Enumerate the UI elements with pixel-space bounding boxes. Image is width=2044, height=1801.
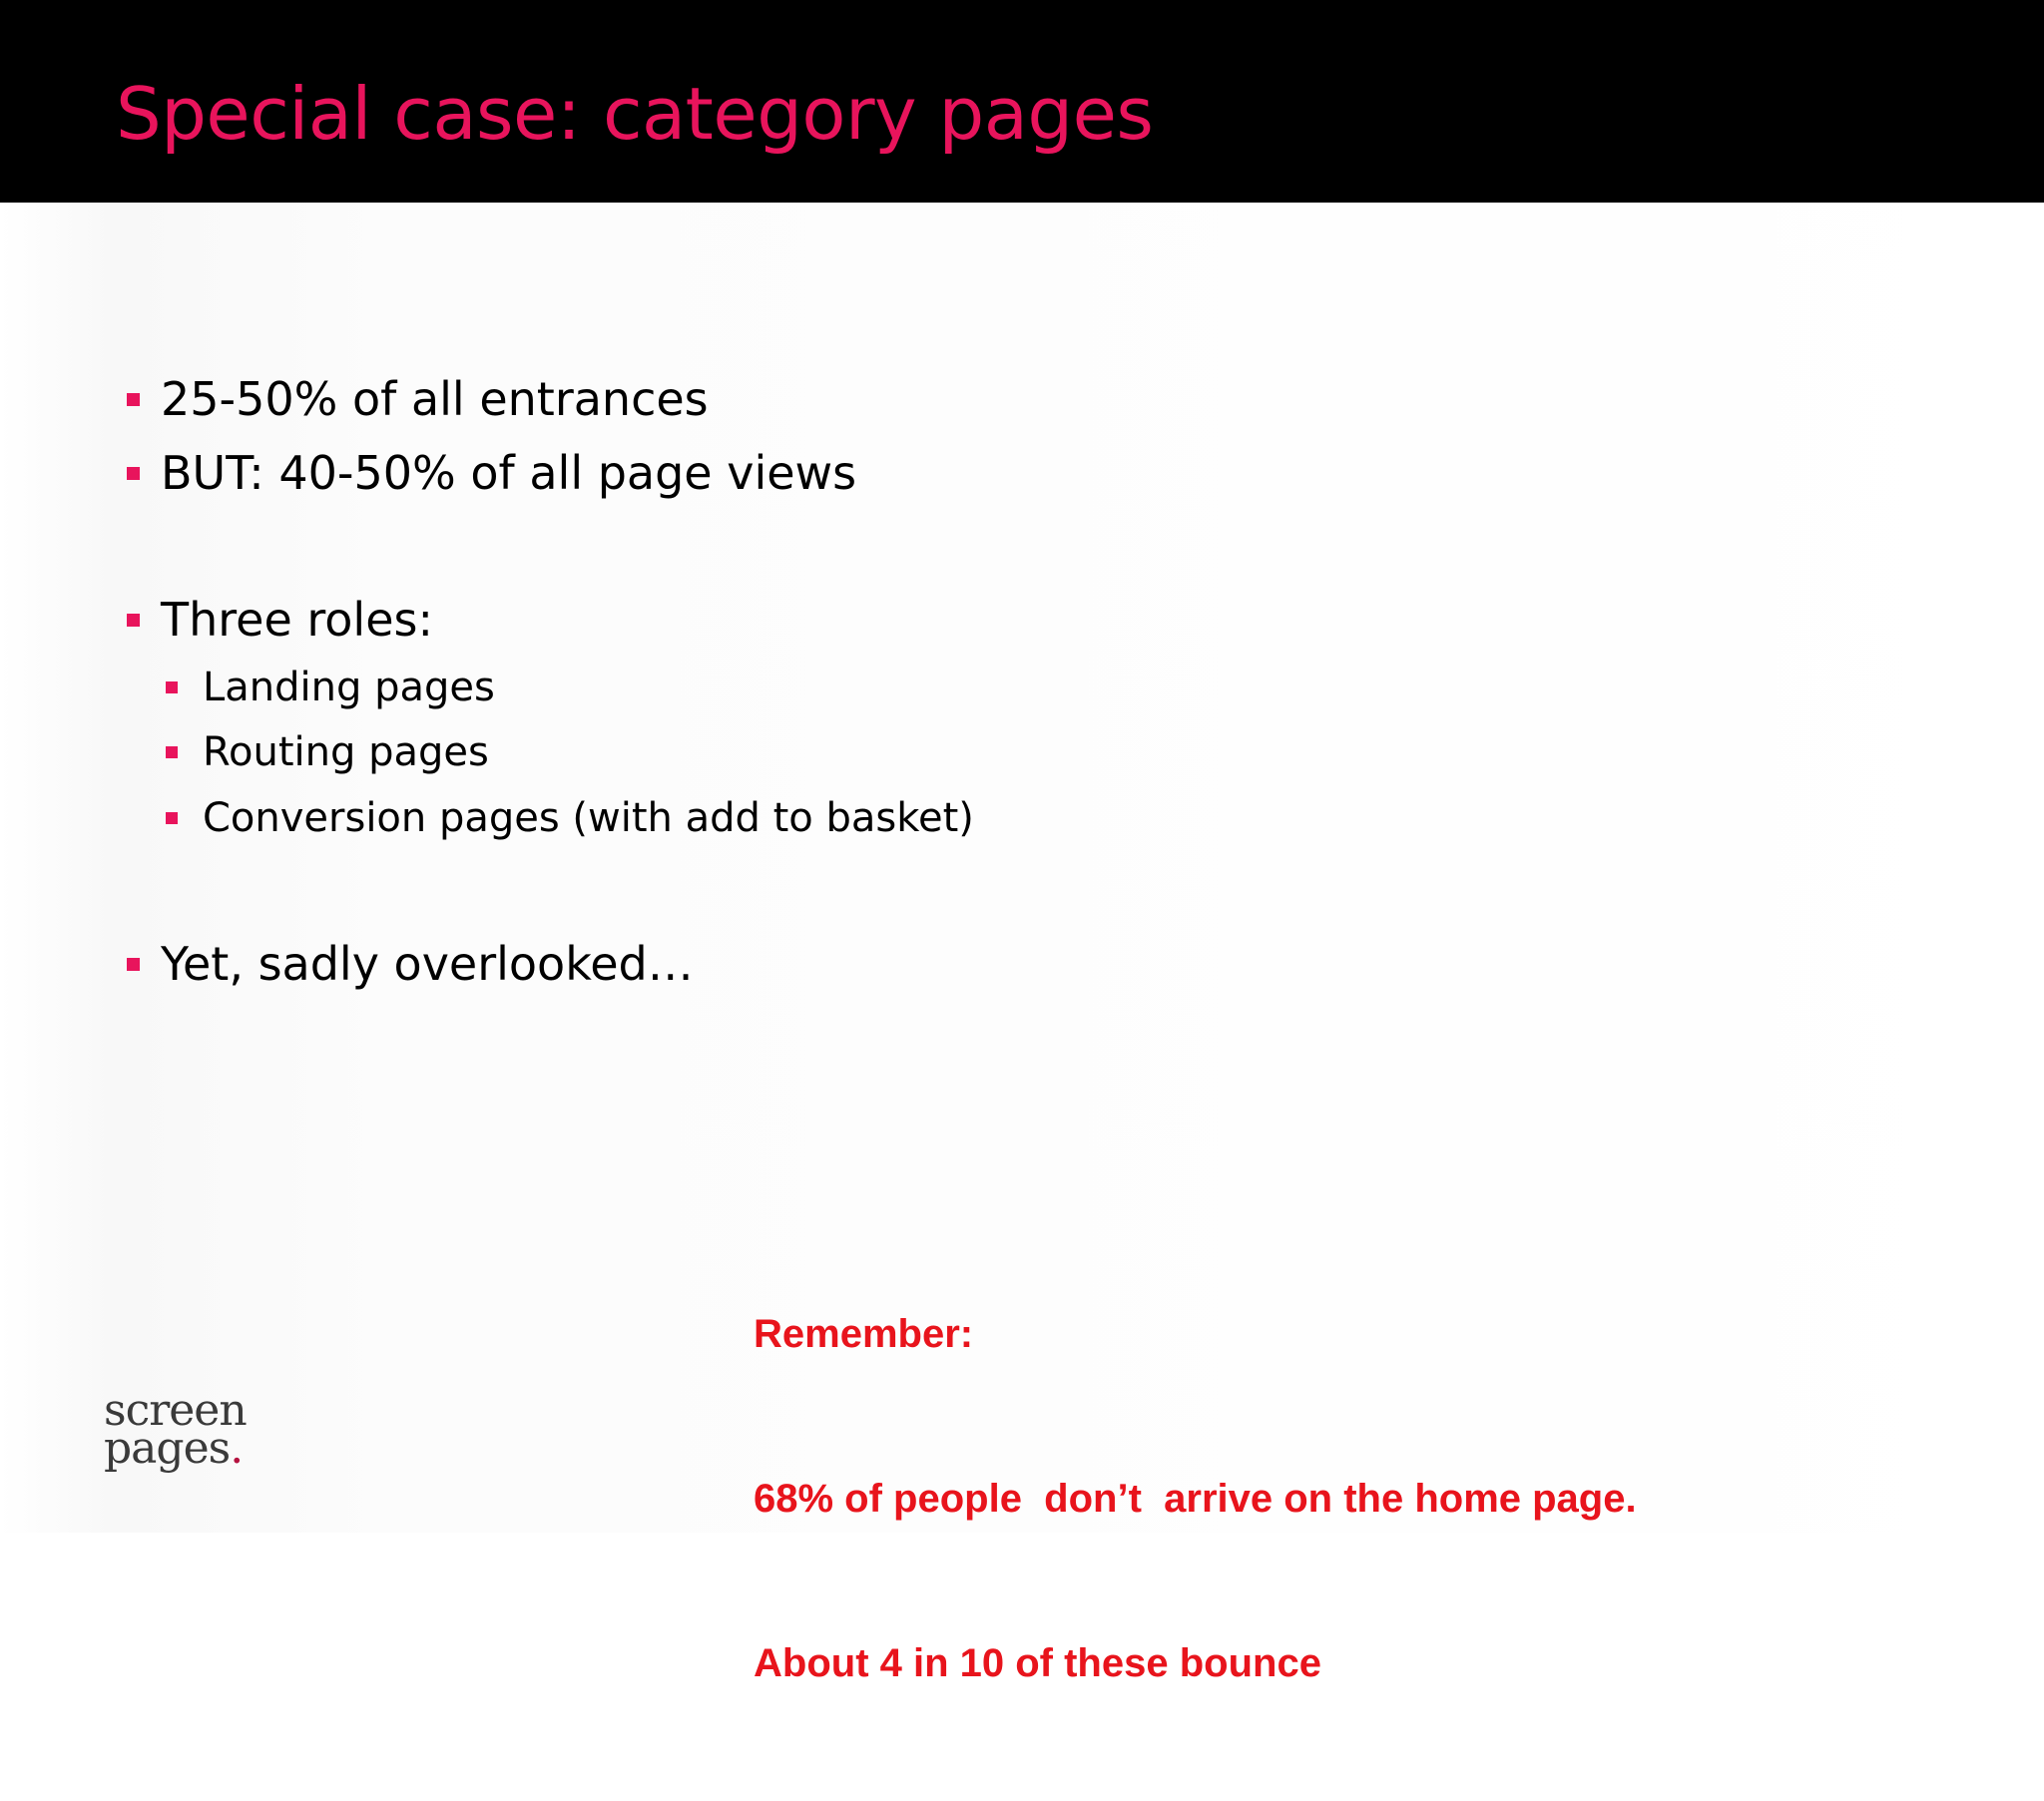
sub-bullet-text: Conversion pages (with add to basket) xyxy=(203,795,974,841)
bullet-item xyxy=(127,593,433,647)
sub-bullet-text: Routing pages xyxy=(203,729,489,775)
bullet-text: BUT: 40-50% of all page views xyxy=(161,446,857,500)
note-line: 68% of people don’t arrive on the home page. xyxy=(754,1477,1637,1521)
sub-bullet-item xyxy=(166,665,495,710)
remember-note xyxy=(754,1197,1637,1801)
bullet-text: 25-50% of all entrances xyxy=(161,372,709,426)
bullet-text: Yet, sadly overlooked… xyxy=(161,937,694,991)
bullet-marker-icon xyxy=(166,681,178,693)
bullet-marker-icon xyxy=(166,812,178,824)
sub-bullet-item xyxy=(166,729,489,775)
bullet-marker-icon xyxy=(127,467,140,480)
screenpages-logo xyxy=(104,1385,247,1474)
slide-title: Special case: category pages xyxy=(116,72,1154,156)
logo-word-bottom: pages. xyxy=(104,1423,244,1474)
sub-bullet-item xyxy=(166,795,974,841)
bullet-marker-icon xyxy=(127,614,140,627)
bullet-item xyxy=(127,372,709,426)
title-bar xyxy=(0,0,2044,203)
bullet-text: Three roles: xyxy=(161,593,433,647)
note-heading: Remember: xyxy=(754,1312,974,1356)
note-line: About 4 in 10 of these bounce xyxy=(754,1641,1321,1685)
bullet-marker-icon xyxy=(166,746,178,758)
bullet-item xyxy=(127,446,856,500)
bullet-marker-icon xyxy=(127,958,140,971)
bullet-item xyxy=(127,937,694,991)
bullet-marker-icon xyxy=(127,393,140,406)
sub-bullet-text: Landing pages xyxy=(203,665,495,710)
logo-word-top: screen xyxy=(104,1385,247,1436)
